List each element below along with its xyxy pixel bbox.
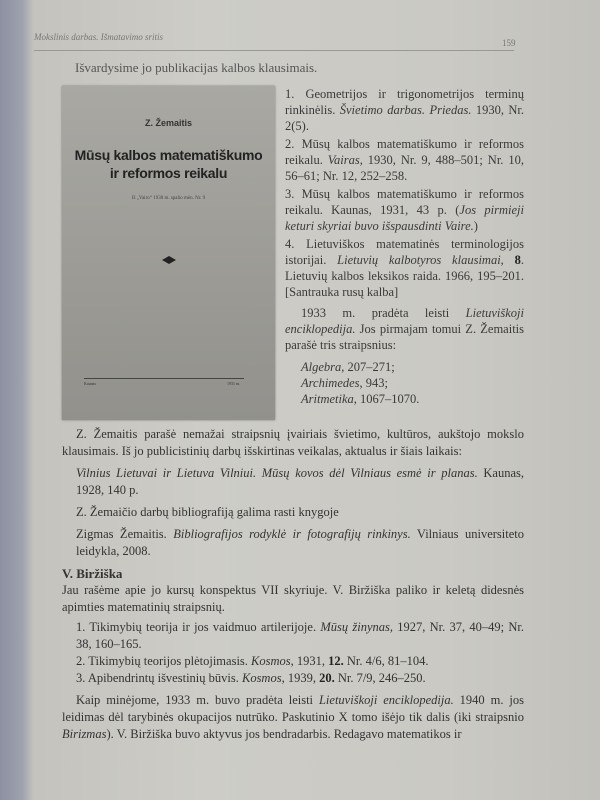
article-item: Algebra, 207–271; (301, 360, 395, 374)
cover-subtitle: Iš „Vairo“ 1930 m. spalio mėn. Nr. 9 (131, 196, 206, 201)
book-reference: Zigmas Žemaitis. Bibliografijos rodyklė ir fotografijų rinkinys. Vilniaus universiteto leidykla, 2008. (76, 527, 525, 558)
encyclopedia-articles (285, 359, 524, 407)
paragraph: Kaip minėjome, 1933 m. buvo pradėta leisti Lietuviškoji enciklopedija. 1940 m. jos leidimas dėl tarybinės okupacijos nutrūko. Paskutinio X tomo išėjo tik dalis (iki straipsnio Birizmas). V. Biržiška buvo aktyvus jos bendradarbis. Redagavo matematikos ir (62, 693, 524, 741)
book-reference: Vilnius Lietuvai ir Lietuva Vilniui. Mūsų kovos dėl Vilniaus esmė ir planas. Kaunas, 1928, 140 p. (76, 466, 524, 497)
publication-list (285, 86, 524, 300)
section-intro: Jau rašėme apie jo kursų konspektus VII skyriuje. V. Biržiška paliko ir keletą didesnės apimties matematinių straipsnių. (62, 583, 524, 614)
page-number: 159 (502, 38, 516, 48)
intro-line: Išvardysime jo publikacijas kalbos klausimais. (75, 60, 318, 75)
cover-title-line: Mūsų kalbos matematiškumo (74, 147, 263, 163)
cover-year: 1931 m. (227, 381, 241, 386)
paragraph: Z. Žemaičio darbų bibliografiją galima rasti knygoje (76, 505, 339, 519)
cover-author: Z. Žemaitis (144, 118, 192, 128)
list-item: 1. Tikimybių teorija ir jos vaidmuo artilerijoje. Mūsų žinynas, 1927, Nr. 37, 40–49; Nr. 38, 160–165. (76, 620, 524, 651)
paragraph: Z. Žemaitis parašė nemažai straipsnių įvairiais švietimo, kultūros, aukštojo mokslo klausimais. Iš jo publicistinių darbų išskirtinas veikalas, aktualus ir šiais laikais: (62, 427, 524, 458)
cover-place: Kaunas (84, 381, 96, 386)
ornament-icon (162, 256, 176, 264)
book-cover-image (62, 86, 275, 420)
list-item: 3. Mūsų kalbos matematiškumo ir reformos reikalu. Kaunas, 1931, 43 p. (Jos pirmieji keturi skyriai buvo išspausdinti Vaire.) (285, 187, 524, 233)
list-item: 2. Mūsų kalbos matematiškumo ir reformos reikalu. Vairas, 1930, Nr. 9, 488–501; Nr. 10, 56–61; Nr. 12, 252–258. (285, 137, 524, 183)
article-item: Aritmetika, 1067–1070. (301, 392, 420, 406)
publication-column (285, 86, 524, 407)
top-section (62, 86, 524, 420)
section-title: V. Biržiška (62, 566, 123, 581)
article-item: Archimedes, 943; (301, 376, 389, 390)
cover-title (62, 146, 275, 182)
header-rule (34, 50, 514, 51)
list-item: 3. Apibendrintų išvestinių būvis. Kosmos, 1939, 20. Nr. 7/9, 246–250. (76, 671, 426, 685)
running-header: Mokslinis darbas. Išmatavimo sritis (34, 32, 164, 42)
list-item: 4. Lietuviškos matematinės terminologijos istorijai. Lietuvių kalbotyros klausimai, 8. Lietuvių kalbos leksikos raida. 1966, 195–201. [Santrauka rusų kalba] (285, 237, 524, 299)
cover-rule (84, 378, 244, 379)
page-content (62, 86, 524, 743)
cover-title-line: ir reformos reikalu (109, 165, 228, 181)
list-item: 1. Geometrijos ir trigonometrijos terminų rinkinėlis. Švietimo darbas. Priedas. 1930, Nr. 2(5). (285, 87, 524, 133)
main-text (62, 426, 524, 743)
birziska-publication-list (62, 619, 524, 687)
list-item: 2. Tikimybių teorijos plėtojimasis. Kosmos, 1931, 12. Nr. 4/6, 81–104. (76, 654, 429, 668)
encyclopedia-paragraph: 1933 m. pradėta leisti Lietuviškoji enciklopedija. Jos pirmajam tomui Z. Žemaitis parašė tris straipsnius: (285, 306, 524, 352)
